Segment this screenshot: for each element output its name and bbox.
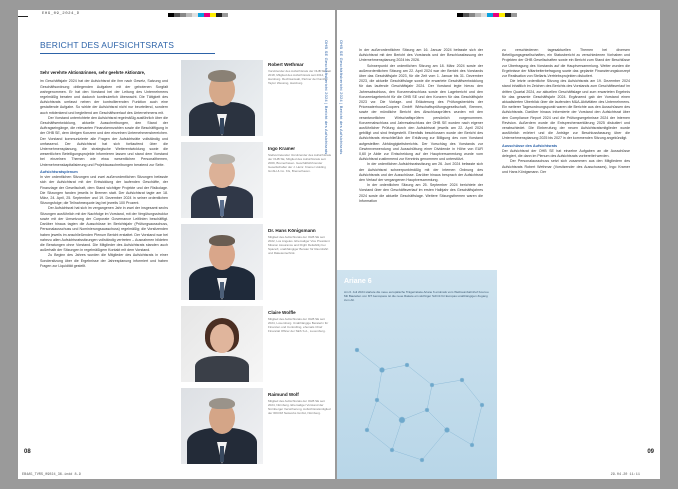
image-caption: Am 6. Juli 2024 startete die neue europäische Trägerrakete Ariane 6 erstmals vom Weltraumbahnhof Kourou. Mit Bauteilen von MT Aerospace ist die neue Rakete ein wichtiger Schritt für Europas unabhängigen Zugang zum All. — [344, 290, 490, 302]
board-member-caption: Mitglied des Aufsichtsrats der OHB SE seit 2024, Luxemburg. Unabhängige Beraterin für Finanzen und Controlling, ehemals Chief Financial Officer der SES S.A., Luxemburg. — [268, 317, 329, 333]
paragraph: In der ordentlichen Sitzung am 25. September 2024 berichtete der Vorstand über den Geschäftsverlauf im ersten Halbjahr des Geschäftsjahres 2024 sowie die aktuelle Geschäftslage. Weitere Sitzungsthemen waren die Information — [359, 183, 483, 203]
board-member-caption: Stellvertretender Vorsitzender des Aufsichtsrats der OHB SE, Mitglied des Aufsichtsrats seit 2009, Bremerhaven. Geschäftsführender Gesellschafter der J. Heinr. Kramer Holding GmbH & Co. KG, Bremerhaven. — [268, 153, 332, 173]
board-member-caption: Mitglied des Aufsichtsrats der OHB SE seit 2022, Los Angeles. Ehemaliger Vice President Mission Assurance and Flight Reliability bei SpaceX, unabhängiger Berater für Raumfahrt und Raketentechnik. — [268, 235, 330, 255]
paragraph: In der ordentlichen Aufsichtsratssitzung am 26. Juni 2024 befasste sich der Aufsichtsrat schwerpunktmäßig mit der internen Ordnung des Aufsichtsrats und der Ausschüsse. Darüber hinaus besprach der Aufsichtsrat den Verlauf der vergangenen Hauptversammlung. — [359, 162, 483, 183]
caption — [268, 310, 332, 333]
board-member-name: Dr. Hans Königsmann — [268, 228, 316, 233]
subheading: Aufsichtsratsplenum — [40, 169, 78, 174]
portrait-photo — [181, 60, 263, 136]
left-text-column — [40, 70, 168, 269]
caption — [268, 392, 332, 415]
paragraph: Der Vorstand unterrichtete den Aufsichtsrat regelmäßig ausführlich über die Geschäftsentwicklung, aktuelle Ausschreibungen, den Stand der Auftragseingänge, die relevanten Finanzkennzahlen sowie die Beschäftigung in der OHB SE, dem übrigen Konzern und den einzelnen Unternehmensbereichen. Der Vorstand kommunizierte alle Fragen der Aufsichtsräte vollständig und umfassend. Der Aufsichtsrat hat sich fortlaufend über die Unternehmensplanung, die strategische Weiterentwicklung sowie die wesentlichen Beteiligungsprojekte informieren lassen und stand dem Vorstand bei einzelnen Themen wie etwa wesentlichen Personalthemen, Unternehmenskapitalisierung und Projektausschreibungen beratend zur Seite. — [40, 115, 168, 167]
portrait-photo — [181, 224, 263, 300]
paragraph: In der außerordentlichen Sitzung am 16. Januar 2024 befasste sich der Aufsichtsrat mit den Bericht des Vorstands und der Beschlussfassung der Unternehmensplanung 2024 bis 2026. — [359, 48, 483, 63]
right-page — [337, 10, 660, 479]
crop-mark — [18, 16, 28, 17]
paragraph: Die letzte ordentliche Sitzung des Aufsichtsrats am 19. Dezember 2024 stand inhaltlich im Zeichen des Berichts des Vorstands zum Geschäftsverlauf im dritten Quartal 2024, zur aktuellen Geschäftslage und zum erwarteten Ergebnis für das gesamte Geschäftsjahr 2024. Ergänzend gab der Vorstand einen aktualisierten Überblick über die laufenden M&A-Aktivitäten des Unternehmens. Ein weiterer Tagesordnungspunkt waren die Berichte aus den Ausschüssen des Aufsichtsrats. Darüber hinaus informierte der Vorstand den Aufsichtsrat über den Compliance Report 2024 und die Prüfungsergebnisse 2024 der Internen Revision. Außerdem wurde die Entsprechenserklärung 2025 diskutiert und verabschiedet. Die Einberufung der neuen Aufsichtsratsmitglieder wurde ausführlich erörtert und die Anträge zur Beschlussfassung über die Unternehmensplanung 2025 bis 2027 in der kommenden Sitzung angekündigt. — [502, 79, 630, 141]
paragraph: zu verschiedenen tagesaktuellen Themen bei diversen Beteiligungsgesellschaften, ein Statusbericht zu verschiedenen Vorhaben und Projekten der OHB Gesellschaften sowie ein Bericht zum Stand der Beschlüsse zur Übertragung des Vorstands auf die Hauptversammlung. Weiter wurden die Ergebnisse der Mitarbeiterbefragung sowie das geplante Finanzierungskonzept zur Realisation von Stellaris-Vertriebsprojekten diskutiert. — [502, 48, 630, 79]
portrait-photo — [181, 388, 263, 464]
caption — [268, 146, 332, 173]
paragraph: Zu Beginn des Jahres wurden die Mitglieder des Aufsichtsrats in einer Sondersitzung über die Ergebnisse der Jahresplanung informiert und haben Fragen zur Liquidität gestellt. — [40, 253, 168, 268]
print-slug: EB4A5_TVRS_09024_36.indd 8-9 — [22, 473, 81, 477]
portrait-photo — [181, 142, 263, 218]
caption — [268, 228, 332, 255]
board-member-name: Raimund Wolf — [268, 392, 299, 397]
image-title: Ariane 6 — [344, 278, 372, 285]
print-slug: 29.04.20 11:11 — [610, 473, 640, 477]
color-bar — [457, 13, 517, 17]
board-member-name: Claire Wolfle — [268, 310, 296, 315]
paragraph: Der Aufsichtsrat hat sich im vergangenen Jahr in zwei der insgesamt sechs Sitzungen ausführlich mit der Nachfolge im Vorstand, mit der Vergütungsstruktur sowie mit der Umsetzung der Corporate Governance Leitlinien beschäftigt. Darüber hinaus tagten die Ausschüsse im Berichtsjahr (Prüfungsausschuss, Personalausschuss und Nominierungsausschuss) regelmäßig; die Vorsitzenden haben jeweils im anschließenden Plenum Bericht erstattet. Der Vorstand war bei nahezu allen Aufsichtsratssitzungen vollständig vertreten – Ausnahmen bildeten die Beratungen ohne Vorstand. Die Mitglieder des Aufsichtsrats standen auch außerhalb der Sitzungen in regelmäßigem Kontakt mit dem Vorstand. — [40, 206, 168, 253]
right-text-column-2 — [502, 48, 630, 175]
left-page — [18, 10, 335, 479]
subheading: Ausschüsse des Aufsichtsrats — [502, 143, 558, 148]
ariane-image — [337, 270, 497, 479]
board-member-caption: Vorsitzender des Aufsichtsrats der OHB SE seit 2018, Mitglied des Aufsichtsrats seit 2014, Hamburg. Rechtsanwalt, Partner der Kanzlei Taylor Wessing, Hamburg. — [268, 69, 332, 85]
side-label: OHB SE Geschäftsbericht 2024 | Bericht des Aufsichtsrats — [339, 40, 344, 155]
caption — [268, 62, 332, 85]
portrait-photo — [181, 306, 263, 382]
paragraph: In vier ordentlichen Sitzungen und zwei außerordentlichen Sitzungen befasste sich der Aufsichtsrat mit der Entwicklung der laufenden Geschäfte, der Finanzlage der Gesellschaft, dem Stand wichtiger Projekte und der Risikolage. Die Sitzungen fanden jeweils in Bremen statt. Der Aufsichtsrat tagte am 18. März, 24. April, 25. September und 19. Dezember 2024 in seiner ordentlichen Sitzungsfolge; die Teilnahmequote lag bei jeweils 100 Prozent. — [40, 175, 168, 206]
page-title: BERICHT DES AUFSICHTSRATS — [40, 40, 175, 50]
board-member-name: Robert Wethmar — [268, 62, 304, 67]
right-text-column-1 — [359, 48, 483, 204]
lead-text: Sehr verehrte Aktionärinnen, sehr geehrte Aktionäre, — [40, 70, 146, 75]
board-member-caption: Mitglied des Aufsichtsrats der OHB SE seit 2024, Nürnberg. Ehemaliger Vorstand der Nürnberger Versicherung, Aufsichtsratsmitglied der IDKOM Networks GmbH, Nürnberg. — [268, 399, 331, 415]
paragraph: Der Aufsichtsrat der OHB SE hat einzelne Aufgaben an die Ausschüsse delegiert, die dann im Plenum des Aufsichtsrats vorbereitet werden. — [502, 149, 630, 159]
print-slug: EHG_09_2024_D — [42, 12, 80, 16]
title-rule — [40, 53, 215, 54]
side-label: OHB SE Geschäftsbericht 2024 | Bericht des Aufsichtsrats — [324, 40, 329, 155]
board-member-name: Ingo Kramer — [268, 146, 296, 151]
paragraph: im Geschäftsjahr 2024 hat der Aufsichtsrat die ihm nach Gesetz, Satzung und Geschäftsordnung obliegenden Aufgaben mit der gebotenen Sorgfalt wahrgenommen. Er hat den Vorstand bei der Leitung des Unternehmens regelmäßig beraten und dadurch kontinuierlich überwacht. Die Tätigkeit des Aufsichtsrats umfasst neben der kontrollierenden Funktion auch eine gestaltende Aufgabe. So wirkte der Aufsichtsrat nicht nur beurteilend, sondern auch mitdenkend und begleitend am Geschäftsverlauf des Unternehmens mit. — [40, 79, 168, 115]
page-number: 09 — [647, 449, 654, 455]
paragraph: Schwerpunkt der ordentlichen Sitzung am 18. März 2024 sowie der außerordentlichen Sitzung am 22. April 2024 war der Bericht des Vorstands über das Geschäftsjahr 2023, für die Zeit vom 1. Januar bis 31. Dezember 2023, die aktuelle Geschäftslage sowie die erwartete Geschäftsentwicklung für das laufende Geschäftsjahr 2024. Der Vorstand legte hierzu den Jahresabschluss, den Konzernabschluss sowie den Lagebericht und den Konzernlagebericht für die OHB SE und den Konzern für das Geschäftsjahr 2023 vor. Die Vorlage- und Erläuterung des Prüfungsberichts der PricewaterhouseCoopers GmbH Wirtschaftsprüfungsgesellschaft, Bremen, sowie der mündliche Bericht des Abschlussprüfers wurden mit den verantwortlichen Wirtschaftsprüfern persönlich vorgenommen. Konzernabschluss und Jahresabschluss der OHB SE wurden nach eigener ausführlicher Prüfung durch den Aufsichtsrat jeweils am 22. April 2024 gebilligt und sind festgestellt. Ebenfalls beschlossen wurde der Bericht des Aufsichtsrats einschließlich der Erklärung zur Billigung des vom Vorstand aufgestellten Abhängigkeitsberichts. Der Vorschlag des Vorstands zur Gewinnverwendung und Ausschüttung einer Dividende in Höhe von EUR 0,60 je Aktie zur Entscheidung auf der Hauptversammlung wurde vom Aufsichtsrat zustimmend zur Kenntnis genommen und unterstützt. — [359, 63, 483, 162]
page-number: 08 — [24, 449, 31, 455]
paragraph: Der Personalausschuss setzt sich zusammen aus den Mitgliedern des Aufsichtsrats Robert Wethmar (Vorsitzender des Ausschusses), Ingo Kramer und Hans Königsmann. Der — [502, 159, 630, 174]
color-bar — [168, 13, 228, 17]
